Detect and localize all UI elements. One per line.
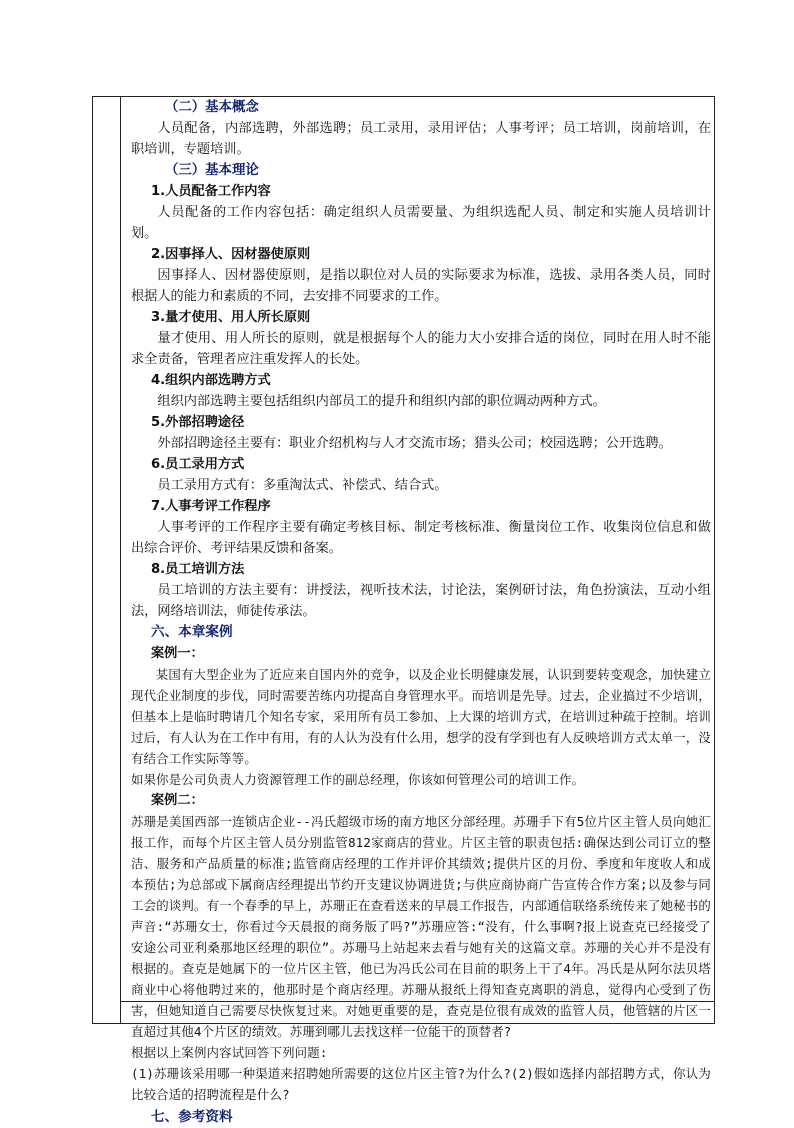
column-divider bbox=[120, 97, 121, 1023]
content-cell bbox=[131, 97, 711, 1128]
basic-concepts-text: 人员配备，内部选聘，外部选聘；员工录用，录用评估；人事考评；员工培训，岗前培训，在职培训，专题培训。 bbox=[131, 121, 711, 157]
theory-item-2-title: 2.因事择人、因材器使原则 bbox=[151, 247, 311, 262]
theory-item-1-title: 1.人员配备工作内容 bbox=[151, 184, 271, 199]
case-2-title: 案例二： bbox=[151, 793, 204, 808]
theory-item-4-text: 组织内部选聘主要包括组织内部员工的提升和组织内部的职位调动两种方式。 bbox=[157, 394, 606, 409]
case-2-prompt: 根据以上案例内容试回答下列问题: bbox=[131, 1045, 328, 1060]
theory-item-3-text: 量才使用、用人所长的原则，就是根据每个人的能力大小安排合适的岗位，同时在用人时不能求全责备，管理者应注重发挥人的长处。 bbox=[131, 331, 711, 367]
case-2-questions: (1)苏珊该采用哪一种渠道来招聘她所需要的这位片区主管?为什么?(2)假如选择内部招聘方式，你认为比较合适的招聘流程是什么? bbox=[131, 1066, 711, 1102]
theory-item-5-text: 外部招聘途径主要有：职业介绍机构与人才交流市场；猎头公司；校园选聘；公开选聘。 bbox=[157, 436, 672, 451]
case-1-title: 案例一： bbox=[151, 646, 204, 661]
theory-item-8-text: 员工培训的方法主要有：讲授法，视听技术法，讨论法，案例研讨法，角色扮演法，互动小组法，网络培训法，师徒传承法。 bbox=[131, 583, 711, 619]
section-cases-heading: 六、本章案例 bbox=[151, 624, 233, 640]
theory-item-6-title: 6.员工录用方式 bbox=[151, 457, 245, 472]
theory-item-1-text: 人员配备的工作内容包括：确定组织人员需要量、为组织选配人员、制定和实施人员培训计划。 bbox=[131, 205, 711, 241]
theory-item-8-title: 8.员工培训方法 bbox=[151, 562, 245, 577]
case-1-question: 如果你是公司负责人力资源管理工作的副总经理，你该如何管理公司的培训工作。 bbox=[131, 772, 585, 787]
theory-item-4-title: 4.组织内部选聘方式 bbox=[151, 373, 271, 388]
section-basic-concepts-heading: （二）基本概念 bbox=[165, 100, 259, 115]
case-1-text: 某国有大型企业为了近应来自国内外的竞争，以及企业长明健康发展，认识到要转变观念，加快建立现代企业制度的步伐，同时需要苦练内功提高自身管理水平。而培训是先导。过去，企业搞过不少培训，但基本上是临时聘请几个知名专家，采用所有员工参加、上大课的培训方式，在培训过种疏于控制。培训过后，有人认为在工作中有用，有的人认为没有什么用，想学的没有学到也有人反映培训方式太单一，没有结合工作实际等等。 bbox=[131, 667, 711, 766]
theory-item-3-title: 3.量才使用、用人所长原则 bbox=[151, 310, 311, 325]
section-references-heading: 七、参考资料 bbox=[151, 1109, 233, 1125]
theory-item-7-title: 7.人事考评工作程序 bbox=[151, 499, 271, 514]
theory-item-2-text: 因事择人、因材器使原则，是指以职位对人员的实际要求为标准，选拔、录用各类人员，同时根据人的能力和素质的不同，去安排不同要求的工作。 bbox=[131, 268, 711, 304]
theory-item-6-text: 员工录用方式有：多重淘汰式、补偿式、结合式。 bbox=[157, 478, 448, 493]
section-basic-theory-heading: （三）基本理论 bbox=[165, 163, 259, 178]
case-2-text: 苏珊是美国西部一连锁店企业--冯氏超级市场的南方地区分部经理。苏珊手下有5位片区主管人员向她汇报工作，而每个片区主管人员分别监管812家商店的营业。片区主管的职责包括:确保达到公司订立的整洁、服务和产品质量的标准;监管商店经理的工作并评价其绩效;提供片区的月份、季度和年度收人和成本预估;为总部或下属商店经理提出节约开支建议协调进货;与供应商协商广告宣传合作方案;以及参与同工会的谈判。有一个春季的早上，苏珊正在查看送来的早晨工作报告，内部通信联络系统传来了她秘书的声音:“苏珊女士，你看过今天晨报的商务版了吗?”苏珊应答:“没有，什么事啊?报上说查克已经接受了安途公司亚利桑那地区经理的职位”。苏珊马上站起来去看与她有关的这篇文章。苏珊的关心并不是没有根据的。查克是她属下的一位片区主管，他已为冯氏公司在目前的职务上干了4年。冯氏是从阿尔法贝塔商业中心将他聘过来的，他那时是个商店经理。苏珊从报纸上得知查克离职的消息，觉得内心受到了伤害，但她知道自己需要尽快恢复过来。对她更重要的是，查克是位很有成效的监管人员，他管辖的片区一直超过其他4个片区的绩效。苏珊到哪儿去找这样一位能干的顶替者? bbox=[131, 814, 711, 1039]
theory-item-7-text: 人事考评的工作程序主要有确定考核目标、制定考核标准、衡量岗位工作、收集岗位信息和做出综合评价、考评结果反馈和备案。 bbox=[131, 520, 711, 556]
theory-item-5-title: 5.外部招聘途径 bbox=[151, 415, 245, 430]
